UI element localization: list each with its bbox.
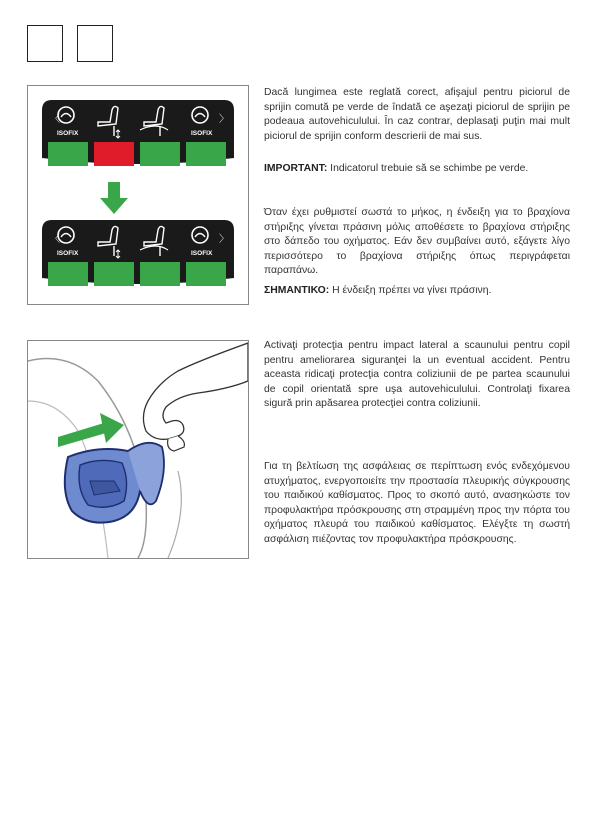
- svg-text:〉: 〉: [219, 234, 229, 245]
- section1-el-important: [264, 284, 570, 299]
- svg-text:〉: 〉: [219, 114, 229, 125]
- indicator-figure: [27, 85, 249, 305]
- indicator-light-3: [140, 142, 180, 166]
- side-impact-illustration: [28, 341, 248, 558]
- indicator-panel-top: [42, 100, 234, 166]
- side-impact-figure: [27, 340, 249, 559]
- indicator-light-b1: [48, 262, 88, 286]
- svg-text:〈: 〈: [50, 114, 60, 125]
- tab-box-left: [27, 25, 63, 62]
- indicator-light-1: [48, 142, 88, 166]
- section2-ro-paragraph: [264, 339, 570, 412]
- important-label-ro: IMPORTANT:: [264, 163, 328, 174]
- section1-ro-text: Dacă lungimea este reglată corect, afişajul pentru piciorul de sprijin comută pe verde de îndată ce aşezaţi piciorul de sprijin pe podeaua autovehiculului. În caz contrar, deplasaţi puţin mai mult piciorul de sprijin conform descrierii de mai sus.: [264, 87, 570, 142]
- svg-text:〈: 〈: [50, 234, 60, 245]
- section1-ro-paragraph: [264, 86, 570, 144]
- section2-ro-text: Activaţi protecţia pentru impact lateral a scaunului pentru copil pentru ameliorarea siguranţei la un eventual accident. Pentru aceasta ridicaţi protecţia contra coliziunii de pe partea scaunului de copil orientată spre uşa autovehiculului. Controlaţi fixarea sigură prin apăsarea protecţiei contra coliziunii.: [264, 340, 570, 410]
- side-impact-protector-icon: [65, 443, 164, 523]
- indicator-light-2-red: [94, 142, 134, 166]
- isofix-right-label: ISOFIX: [191, 130, 213, 137]
- indicator-light-4: [186, 142, 226, 166]
- section1-ro-important: [264, 162, 570, 177]
- indicator-light-b3: [140, 262, 180, 286]
- arrow-down-icon: [100, 182, 128, 214]
- section2-el-paragraph: [264, 460, 570, 548]
- important-text-el: Η ένδειξη πρέπει να γίνει πράσινη.: [329, 285, 492, 296]
- section2-el-text: Για τη βελτίωση της ασφάλειας σε περίπτωση ενός ενδεχόμενου ατυχήματος, ενεργοποιείτε την προστασία πλευρικής σύγκρουσης του παιδικού καθίσματος. Προς το σκοπό αυτό, ανασηκώστε τον προφυλακτήρα πρόσκρουσης στη στραμμένη προς την πόρτα του οχήματος πλευρά του παιδικού καθίσματος. Ελέγξτε τη σωστή ασφάλιση πιέζοντας τον προφυλακτήρα πρόσκρουσης.: [264, 461, 570, 545]
- indicator-light-b2: [94, 262, 134, 286]
- indicator-illustration: [28, 86, 248, 304]
- important-text-ro: Indicatorul trebuie să se schimbe pe verde.: [327, 163, 529, 174]
- section1-el-text: Όταν έχει ρυθμιστεί σωστά το μήκος, η ένδειξη για το βραχίονα στήριξης γίνεται πράσινη μόλις αποθέσετε το βραχίονα στήριξης στο δάπεδο του οχήματος. Εάν δεν συμβαίνει αυτό, εξάγετε λίγο περισσότερο το βραχίονα στήριξης όπως περιγράφεται παραπάνω.: [264, 207, 570, 277]
- indicator-panel-bottom: [42, 220, 234, 286]
- important-label-el: ΣΗΜΑΝΤΙΚΟ:: [264, 285, 330, 296]
- section1-el-paragraph: [264, 206, 570, 279]
- tab-box-right: [77, 25, 113, 62]
- isofix-right-label-bottom: ISOFIX: [191, 250, 213, 257]
- hand-illustration: [143, 343, 248, 451]
- indicator-light-b4: [186, 262, 226, 286]
- isofix-left-label: ISOFIX: [57, 130, 79, 137]
- isofix-left-label-bottom: ISOFIX: [57, 250, 79, 257]
